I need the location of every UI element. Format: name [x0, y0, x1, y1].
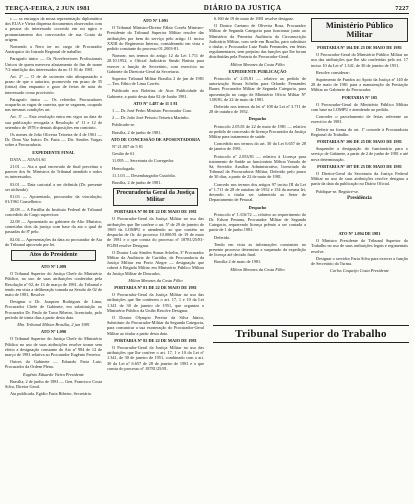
columns-container — [5, 16, 409, 504]
body-paragraph: Os nomes de João Oliveira Teixeira de 4 de 1961 — Dr. Dom Vaz Inácio Dr. Faria — Dir. Simões Vargas sobre a Procuradoria. — [5, 132, 102, 148]
signature-line: Eugênio Eduardo Vieira Presidente — [22, 371, 85, 377]
tst-section-banner: Tribunal Superior do Trabalho — [213, 325, 409, 343]
body-paragraph: c — os encargos da nossa representação diplomática dos EUA e Vieira dispensa documentos observados com a pessoa do interessado ocorrido em mi ngiro e pronunciamento dos convocados de sua Conta da origem. — [5, 16, 102, 42]
column-2 — [107, 16, 204, 504]
body-paragraph: O Procurador-Geral do Ministério Público Militar no uso das atribuições que lhe são conferidas pelo art. 17 inciso 10 da Lei nº 1.341, de 30 de janeiro de 1951. — [311, 52, 408, 68]
body-paragraph: 01.03 — Aposentado, procurador da vinculação; 01/1961 Conselheiro. — [5, 194, 102, 205]
body-paragraph: Concedido nos termos do art. 30 da Lei 6.657 de 28 de janeiro de 1981. — [209, 141, 306, 152]
act-heading: EXPEDIENTE FINAL — [32, 149, 75, 155]
section-heading-box: Procuradoria Geral da Justiça Militar — [113, 188, 198, 206]
body-paragraph: Protocolo nº 2.053/81 — relativo à Licença para tratamento de Saúde ao funcionário Milton Vassalo de Sá, Servidor Auxiliar Administrativo, licenciado do Tribunal da Procuradoria Militar, Deferido pelo prazo de 30 dias, a partir de 22 de maio de 1981. — [209, 153, 306, 180]
act-heading: Despacho — [248, 204, 267, 210]
act-heading: ATO Nº 1.090 — [40, 329, 67, 335]
body-paragraph: O Ministro Presidente do Tribunal Superior do Trabalho no uso de suas atribuições legais e regimentais resolve. — [311, 238, 408, 254]
body-paragraph: 21.01 — Ata a qual encerrado de final preceitua o parecer dos Sr. Ministros do Tribunal atendido e todos os interessados. — [5, 164, 102, 180]
page-header — [5, 3, 409, 14]
column-4 — [311, 16, 408, 504]
body-paragraph: 11.095 — Secretaria do Corregedor. — [112, 158, 175, 164]
body-paragraph: 2 — Dr. João José Peixoto Teixeira Marinho. — [112, 115, 190, 121]
body-paragraph: Brasília, 2 de junho de 1981 — Gen. Francisco Costa Silva, Diretor Geral. — [5, 378, 102, 389]
body-paragraph: 02.04 — Apresentações da data ao procurador de Ata do Tribunal aprovado por lei. — [5, 236, 102, 247]
body-paragraph: 03.01 — Data cartorial a ser definida (Dr. presente ser utilizado). — [5, 181, 102, 192]
act-heading: PORTARIA Nº 105 — [341, 94, 378, 100]
body-paragraph: Concedo nos termos dos artigos 97 inciso III da Lei nº 1.711 de 28 de outubro de 1952 e 154 da mesma lei, devendo o titular ser submetido ao Setor de Departamento de Pessoal. — [209, 181, 306, 203]
body-paragraph: O Diretor-Geral da Secretaria da Justiça Federal Militar no uso de suas atribuições resolve designar a partir da data da publicação no Diário Oficial. — [311, 171, 408, 187]
act-heading: ATO Nº 1.094 DE 1981 — [338, 231, 381, 237]
body-paragraph: Homologado. — [112, 165, 136, 171]
column-3 — [209, 16, 306, 504]
body-paragraph: O Tribunal Superior do Justiça Chefe do Ministério Público no uso de suas atribuições resolve tornar sem efeito a designação constante do Ato nº 984 de 12 de março de 1981 relativa ao Procurador Eugênio Ferreira. — [5, 336, 102, 357]
body-paragraph: O Procurador-Geral da Justiça Militar no uso das atribuições que lhe confere o art. 5º de 29 de janeiro de 1969 da LOMPU e atendendo ao que contém no despacho de fls. do processo 10.000/81 de 19 de maio de 1981 e o que consta do processo nº 18781/25/81-PGJM resolve Designar. — [107, 216, 204, 248]
body-paragraph: Nº 21.007 de 5 81 — [112, 144, 144, 150]
act-heading: ATO Nº 1.089 — [40, 263, 67, 269]
body-paragraph: DATA — ATA/01/61 — [10, 156, 47, 162]
signature-line: Milton Menezes da Costa Filho — [128, 277, 183, 283]
body-paragraph: Gestão de 61 — [112, 151, 135, 157]
body-paragraph: Brasília, 2 de junho de 1981. — [112, 180, 162, 186]
body-paragraph: Designar o servidor Faria Silva para exercer a função de Secretário da Turma. — [311, 255, 408, 267]
act-heading: PORTARIA Nº 107 DE 25 DE MAIO DE 1981 — [317, 163, 402, 169]
body-paragraph: Ata publicada. Egidio Faria Ribeiro, Secretário. — [10, 391, 93, 397]
header-page-number: 7227 — [395, 5, 409, 12]
body-paragraph: Superior Tribunal Militar Brasília 2 de jun de 1981 — Ten. Fábio de Lima Corrêa. — [107, 76, 204, 87]
body-paragraph: Paragrafo único — Os referidos Procuradores ocuparão as vagas de carreira, que se vagarem, ocupado nas mesmas condições art. — [5, 96, 102, 113]
act-heading: PORTARIA Nº 106 DE 25 DE MAIO DE 1981 — [317, 139, 402, 145]
body-paragraph: 22.08 — Aposentado ao gabinete de Alto Ministro, cometidas dois da justiça com base da ata o qual de passadas do 8º pelo. — [5, 218, 102, 235]
header-date: TERÇA-FEIRA, 2 JUN 1981 — [5, 5, 91, 12]
body-paragraph: Suspender a designação do funcionário para o serviço de Gabinete, a partir de 2 de junho de 1981 e até nova determinação. — [311, 146, 408, 162]
body-paragraph: Resolve considerar: — [316, 69, 351, 75]
body-paragraph: O Doutor Caetano de Oliveira Rosa, Procurador Militar de Segunda Categoria para funcionar junto ao Ministério da Primeira Auditoria da Circunscrição Judiciária Militar, com sede em Brasília, para substituir o titular, o Procurador Luiz Paulo Fernandes, em férias regulamentares, sem prejuízo das funções que lhe foram distribuídas pela Portaria do Procurador-Geral. — [209, 23, 306, 60]
body-paragraph: Nomeado a Nero ter no cargo de Procurador Autárquico do Juizado Regional de trabalho. — [5, 44, 102, 55]
body-paragraph: O Procurador-Geral do Ministério Público Militar com base na LOMPU e atendendo ao pedido. — [311, 101, 408, 113]
body-paragraph: Publicado-se. — [112, 122, 136, 128]
body-paragraph: Deferir na forma do art. 1º concede à Procuradoria Regional do Trabalho. — [311, 126, 408, 137]
body-paragraph: Suprimento de Fundos ao Apoio da Justiça nº 140 de 28 de maio de 1981 para a manutenção da Prestação Militar no Gabinete do Procurador. — [311, 77, 408, 93]
banner-spacer — [311, 203, 408, 229]
body-paragraph: O Procurador-Geral da Justiça Militar no uso das atribuições que lhe conferem o art. 17, 1 e 10 da Lei 1.341 de 30 de janeiro de 1951, que organiza o Ministério Público da União Resolve Designar. — [107, 292, 204, 313]
signature-line: Milton Menezes da Costa Filho — [230, 266, 285, 272]
body-paragraph: O Doutor Olympio Pereira da Silva Júnior, Substituto do Procurador-Militar da Segunda Categoria, para comunicar a sua exoneração do Procurador-Geral Militar ao titular a partir desta data. — [107, 314, 204, 336]
body-paragraph: Outros do Gabinete — Eduardo Faria Luiz, Procurador da Ordem Plena. — [5, 359, 102, 370]
body-paragraph: Art. 2º — O de de sscientes não ultrapassarão o prazo de que o autorizo, promovido em prazo de 35 (trinta) dias enquanto o gozo de ferias de nota do interessado como provisório. — [5, 74, 102, 95]
body-paragraph: O Procurador-Geral da Justiça Militar no uso das atribuições que lhe confere o art. 17, 1 e 10 da Lei nº 1.341, de 30 de janeiro de 1951, combinado com o art. 30 da Lei nº 6.657 de 28 de janeiro de 1981 e o que consta do processo nº 18781/25/81. — [107, 344, 204, 371]
body-paragraph: 20.08 — A Partilha do Instituto Federal de Tribunal concedido do Cargo supervisor. — [5, 206, 102, 217]
act-heading: Despacho — [248, 116, 267, 122]
act-heading: ATO DE CONCESSÃO DE APOSENTADORIA — [110, 136, 201, 142]
body-paragraph: Publique-se. Registre-se. — [316, 188, 359, 194]
body-paragraph: O Tribunal Ministro-Diretor Fábio Corrêa Ministro-Presidente do Tribunal Superior Militar resolve dar atribuições por bem do serviço pelo artigo 11 inciso XXIII do Regimento Interno, considerando em vista o pedido constante do processo 01.2003-81. — [107, 25, 204, 52]
body-paragraph: Brasília, 2 de junho de 1981. — [112, 129, 162, 135]
body-paragraph: Tendo em vista as informações constantes no presente processo determino a suspensão da expedição de licença até decisão final. — [209, 241, 306, 258]
body-paragraph: Brasília 2 de maio de 1981. — [214, 259, 262, 265]
body-paragraph: 11.1.03 — Desembargador Custódio. — [112, 172, 176, 178]
act-heading: PORTARIA Nº 82 DE 22 DE MAIO DE 1981 — [114, 337, 197, 343]
subsection-heading: Presidência — [347, 195, 372, 201]
act-heading: PORTARIA Nº 80 DE 22 DE MAIO DE 1981 — [114, 209, 197, 215]
body-paragraph: Deferido. — [214, 234, 231, 240]
body-paragraph: Publicado nos Boletins de Atos Publicidade do Gabinete, a partir desta data 02 de Junho 1981. — [107, 88, 204, 99]
act-heading: PORTARIA Nº 104 DE 25 DE MAIO DE 1981 — [317, 45, 402, 50]
body-paragraph: Paragrafo único — Os Noveleceiores Profissionais Unicos de quem mereceu afastamento do fim de nome 7/2 nimilição dos interessados da no 11 01 de 1981. — [5, 56, 102, 72]
act-heading: EXPEDIENTE PUBLICAÇÃO — [228, 68, 287, 74]
body-paragraph: Protocolo nº 2.05.81 — relativo ao pedido de autorização Simas Schelin para Orlando Fernandes Bauer, Procurador Militar de Segunda Categoria, para aposentação no cargo de Ministério Ofício Militar Nº 1.08/81, de 22 de maio de 1981. — [209, 76, 306, 102]
body-paragraph: O Doutor Luiz Simões Simas Schelin, 3º Procurador Militar da Auditoria de Curitiba, da Procuradoria da Justiça Militar em Porto Alegre — designação que caberá à Brigada Militar em Ministério Público Militar da Justiça Militar de Dourados. — [107, 249, 204, 276]
signature-line: Milton Menezes da Costa Filho — [230, 61, 285, 67]
body-paragraph: Nomear, nos termos do artigo 12 da Lei 1.711 de 28.10.1952, o Oficial Judiciário Simão Batista para exercer a função de Secretário, com exercício no Gabinete da Diretoria-Geral da Secretaria. — [107, 53, 204, 74]
section-heading-box: Ministério Público Militar — [311, 18, 408, 42]
body-paragraph: Art. 3º — Esta resolução entra em vigor na data de sua publicação revogada a Resolução nº 11 e 12 de setembro de 1978 e demais disposições em contrário. — [5, 114, 102, 130]
body-paragraph: O Tribunal Superior do Justiça Chefe do Ministério Público, no uso de suas atribuições conferidas pela Resolução nº 02, de 13 de março de 1981, do Tribunal e tendo em vista a deliberação tomada na Sessão de 02 de maio de 1981, Resolve. — [5, 271, 102, 297]
section-heading-box: Atos do Presidente — [11, 250, 96, 261]
body-paragraph: Protocolo nº 1.316/72 — relativo ao requerimento do Dr. Edson Pestana, Procurador Militar de Segunda Categoria, requerendo licença prêmio a ser contada a partir de 1 de junho 1981. — [209, 211, 306, 233]
act-heading: PORTARIA Nº 81 DE 22 DE MAIO DE 1981 — [114, 284, 197, 290]
body-paragraph: Conceder o parcelamento de férias referente ao exercício de 1981. — [311, 114, 408, 125]
body-paragraph: 6.160 de 19 de maio de 1981 resolve designar. — [214, 16, 294, 21]
act-heading: ATO Nº 1.487 de 11 5 81 — [133, 100, 178, 106]
body-paragraph: 1 — Dr. José Pedro Ministro Procurador Cruz. — [112, 108, 193, 114]
header-title: DIÁRIO DA JUSTIÇA — [203, 4, 282, 12]
body-paragraph: Designar o Dr. Joaquim Rodrigues de Lima, Procurador Chefe de Gabinete, em substituição ao Procurador Dr. Paulo de Tarso Ribeiro, licenciado, pelo período de trinta dias a partir desta data. — [5, 299, 102, 320]
body-paragraph: Deferido nos termos da lei nº 108 da Lei nº 3.711 de 28 de outubro de 1952. — [209, 104, 306, 115]
act-heading: ATO Nº 1.091 — [142, 18, 169, 23]
column-1 — [5, 16, 102, 504]
signature-line: Carlos Coqueijo Costa Presidente — [330, 268, 389, 274]
signature-line: Min. Tribunal Militar Brasília, 2 jun 1981 — [17, 321, 90, 327]
body-paragraph: Protocolo 2.05.81 de 22 de maio de 1981 — relativo ao pedido de concessão de licença Procurador da Justiça Militar para tratamento de saúde. — [209, 123, 306, 140]
